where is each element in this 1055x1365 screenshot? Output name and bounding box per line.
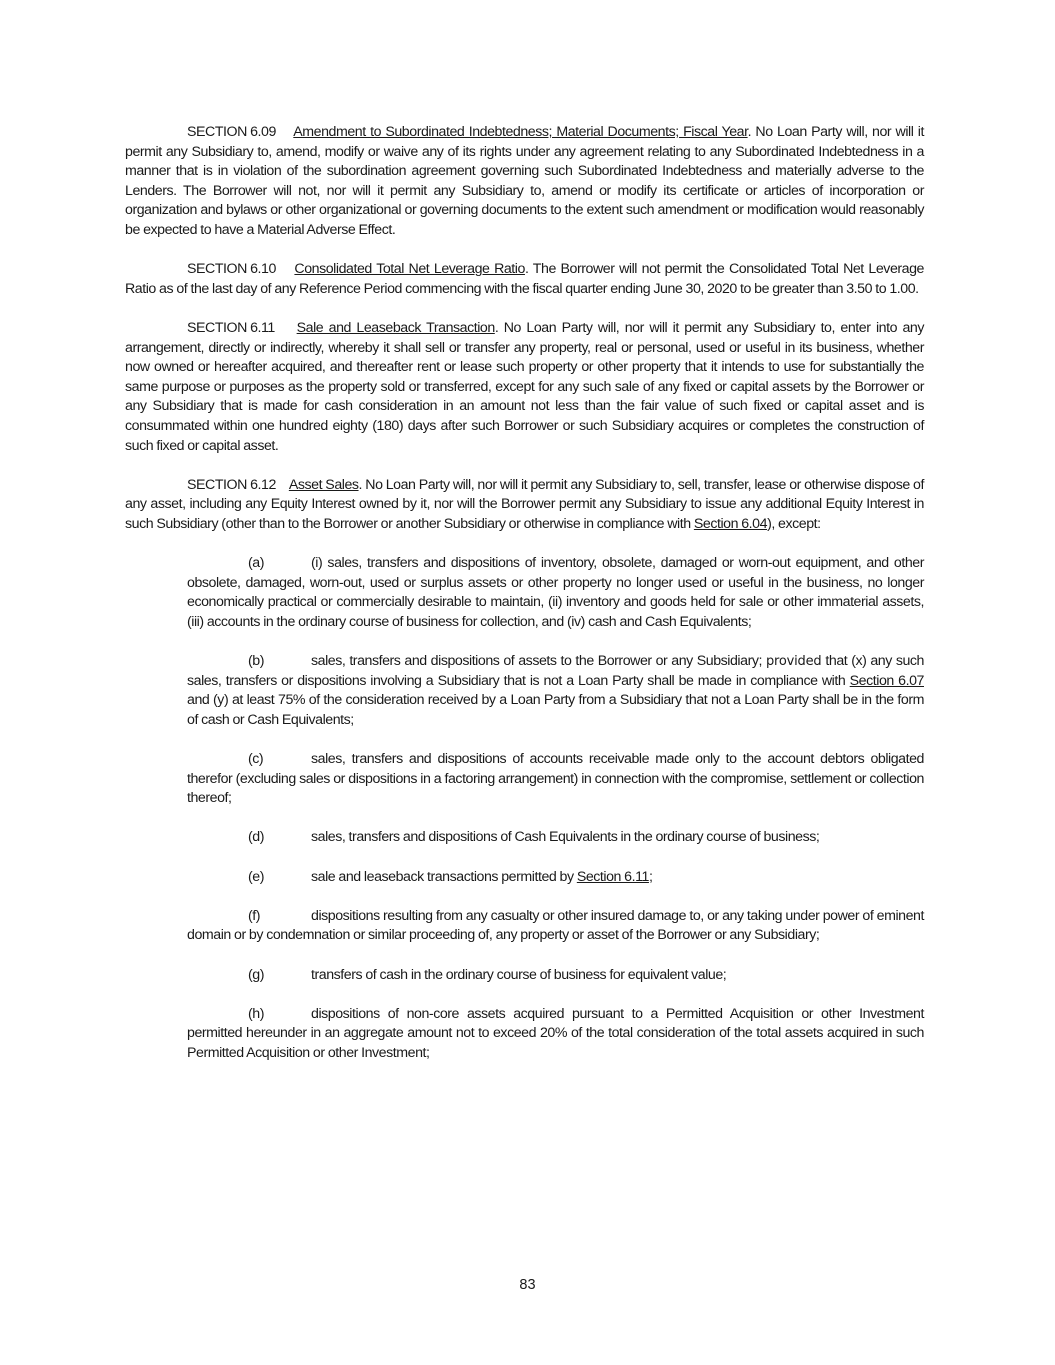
cross-reference-link[interactable]: Section 6.11 [576, 868, 649, 885]
clause-e [187, 868, 924, 888]
clause-g [187, 966, 924, 986]
section-number: SECTION 6.11 [187, 319, 275, 336]
document-page [125, 123, 924, 1083]
clause-text: and (y) at least 75% of the consideration received by a Loan Party from a Subsidiary that not a Loan Party shall be in the form of cash or Cash Equivalents; [187, 692, 924, 728]
clause-b [187, 652, 924, 730]
clause-text: sales, transfers and dispositions of Cash Equivalents in the ordinary course of business; [311, 829, 820, 846]
section-heading: Sale and Leaseback Transaction [296, 319, 495, 336]
clause-label: (e) [248, 868, 264, 885]
section-body: . No Loan Party will, nor will it permit any Subsidiary to, enter into any arrangement, directly or indirectly, whereby it shall sell or transfer any property, real or personal, used or useful in its business, whether now owned or hereafter acquired, and thereafter rent or lease such property or other property that it intends to use for substantially the same purpose or purposes as the property sold or transferred, except for any such sale of any fixed or capital assets by the Borrower or any Subsidiary that is made for cash consideration in an amount not less than the fair value of such fixed or capital asset and is consummated within one hundred eighty (180) days after such Borrower or such Subsidiary acquires or completes the construction of such fixed or capital asset. [125, 319, 924, 454]
page-number: 83 [519, 1277, 536, 1293]
clause-text: (i) sales, transfers and dispositions of inventory, obsolete, damaged or worn-out equipment, and other obsolete, damaged, worn-out, used or surplus assets or other property no longer used or useful in the business, no longer economically practical or commercially desirable to maintain, (ii) inventory and goods held for sale or other immaterial assets, (iii) accounts in the ordinary course of business for collection, and (iv) cash and Cash Equivalents; [187, 555, 924, 630]
section-number: SECTION 6.12 [187, 476, 276, 493]
section-6-12 [125, 476, 924, 535]
clause-label: (b) [248, 653, 264, 670]
section-6-11 [125, 319, 924, 456]
section-body: ), except: [767, 515, 821, 532]
section-6-10 [125, 260, 924, 299]
clause-text: sales, transfers and dispositions of assets to the Borrower or any Subsidiary; [311, 653, 766, 670]
section-heading: Consolidated Total Net Leverage Ratio [294, 261, 525, 278]
section-heading: Asset Sales [288, 476, 359, 493]
clause-h [187, 1005, 924, 1064]
clause-text: that (x) any such sales, transfers or dispositions involving a Subsidiary that is not a Loan Party shall be made in compliance with [187, 653, 924, 689]
clause-text: dispositions resulting from any casualty or other insured damage to, or any taking under power of eminent domain or by condemnation or similar proceeding of, any property or asset of the Borrower or any Subsidiary; [187, 907, 924, 944]
section-heading: Amendment to Subordinated Indebtedness; Material Documents; Fiscal Year [293, 124, 748, 140]
clause-label: (a) [248, 555, 264, 572]
section-number: SECTION 6.10 [187, 261, 276, 278]
section-body: . The Borrower will not permit the Consolidated Total Net Leverage Ratio as of the last day of any Reference Period commencing with the fiscal quarter ending June 30, 2020 to be greater than 3.50 to 1.00. [125, 261, 924, 297]
clause-a [187, 554, 924, 632]
clause-f [187, 907, 924, 946]
section-body: . No Loan Party will, nor will it permit any Subsidiary to, sell, transfer, lease or otherwise dispose of any asset, including any Equity Interest owned by it, nor will the Borrower permit any Subsidiary to issue any additional Equity Interest in such Subsidiary (other than to the Borrower or another Subsidiary or otherwise in compliance with [125, 476, 924, 532]
clause-label: (f) [248, 907, 261, 924]
clause-text: dispositions of non-core assets acquired pursuant to a Permitted Acquisition or other Investment permitted hereunder in an aggregate amount not to exceed 20% of the total consideration of the total assets acquired in such Permitted Acquisition or other Investment; [187, 1005, 924, 1061]
clause-text: sales, transfers and dispositions of accounts receivable made only to the account debtors obligated therefor (excluding sales or dispositions in a factoring arrangement) in connection with the compromise, settlement or collection thereof; [187, 751, 924, 807]
provided-term: provided [765, 654, 822, 670]
section-number: SECTION 6.09 [187, 124, 276, 140]
section-body: . No Loan Party will, nor will it permit any Subsidiary to, amend, modify or waive any of its rights under any agreement relating to any Subordinated Indebtedness in a manner that is in violation of the subordination agreement governing such Subordinated Indebtedness and materially adverse to the Lenders. The Borrower will not, nor will it permit any Subsidiary to, amend or modify its certificate or articles of incorporation or organization and bylaws or other organizational or governing documents to the extent such amendment or modification would reasonably be expected to have a Material Adverse Effect. [125, 124, 924, 238]
clause-text: transfers of cash in the ordinary course of business for equivalent value; [311, 966, 727, 983]
clause-label: (h) [248, 1005, 264, 1022]
cross-reference-link[interactable]: Section 6.04 [693, 515, 768, 532]
cross-reference-link[interactable]: Section 6.07 [849, 672, 924, 689]
clause-label: (c) [248, 751, 264, 767]
clause-label: (g) [248, 966, 264, 983]
clause-label: (d) [248, 829, 264, 846]
clause-c [187, 750, 924, 809]
section-6-09 [125, 123, 924, 241]
clause-d [187, 828, 924, 848]
clause-text: sale and leaseback transactions permitted by [311, 868, 577, 885]
clause-text: ; [648, 868, 653, 885]
